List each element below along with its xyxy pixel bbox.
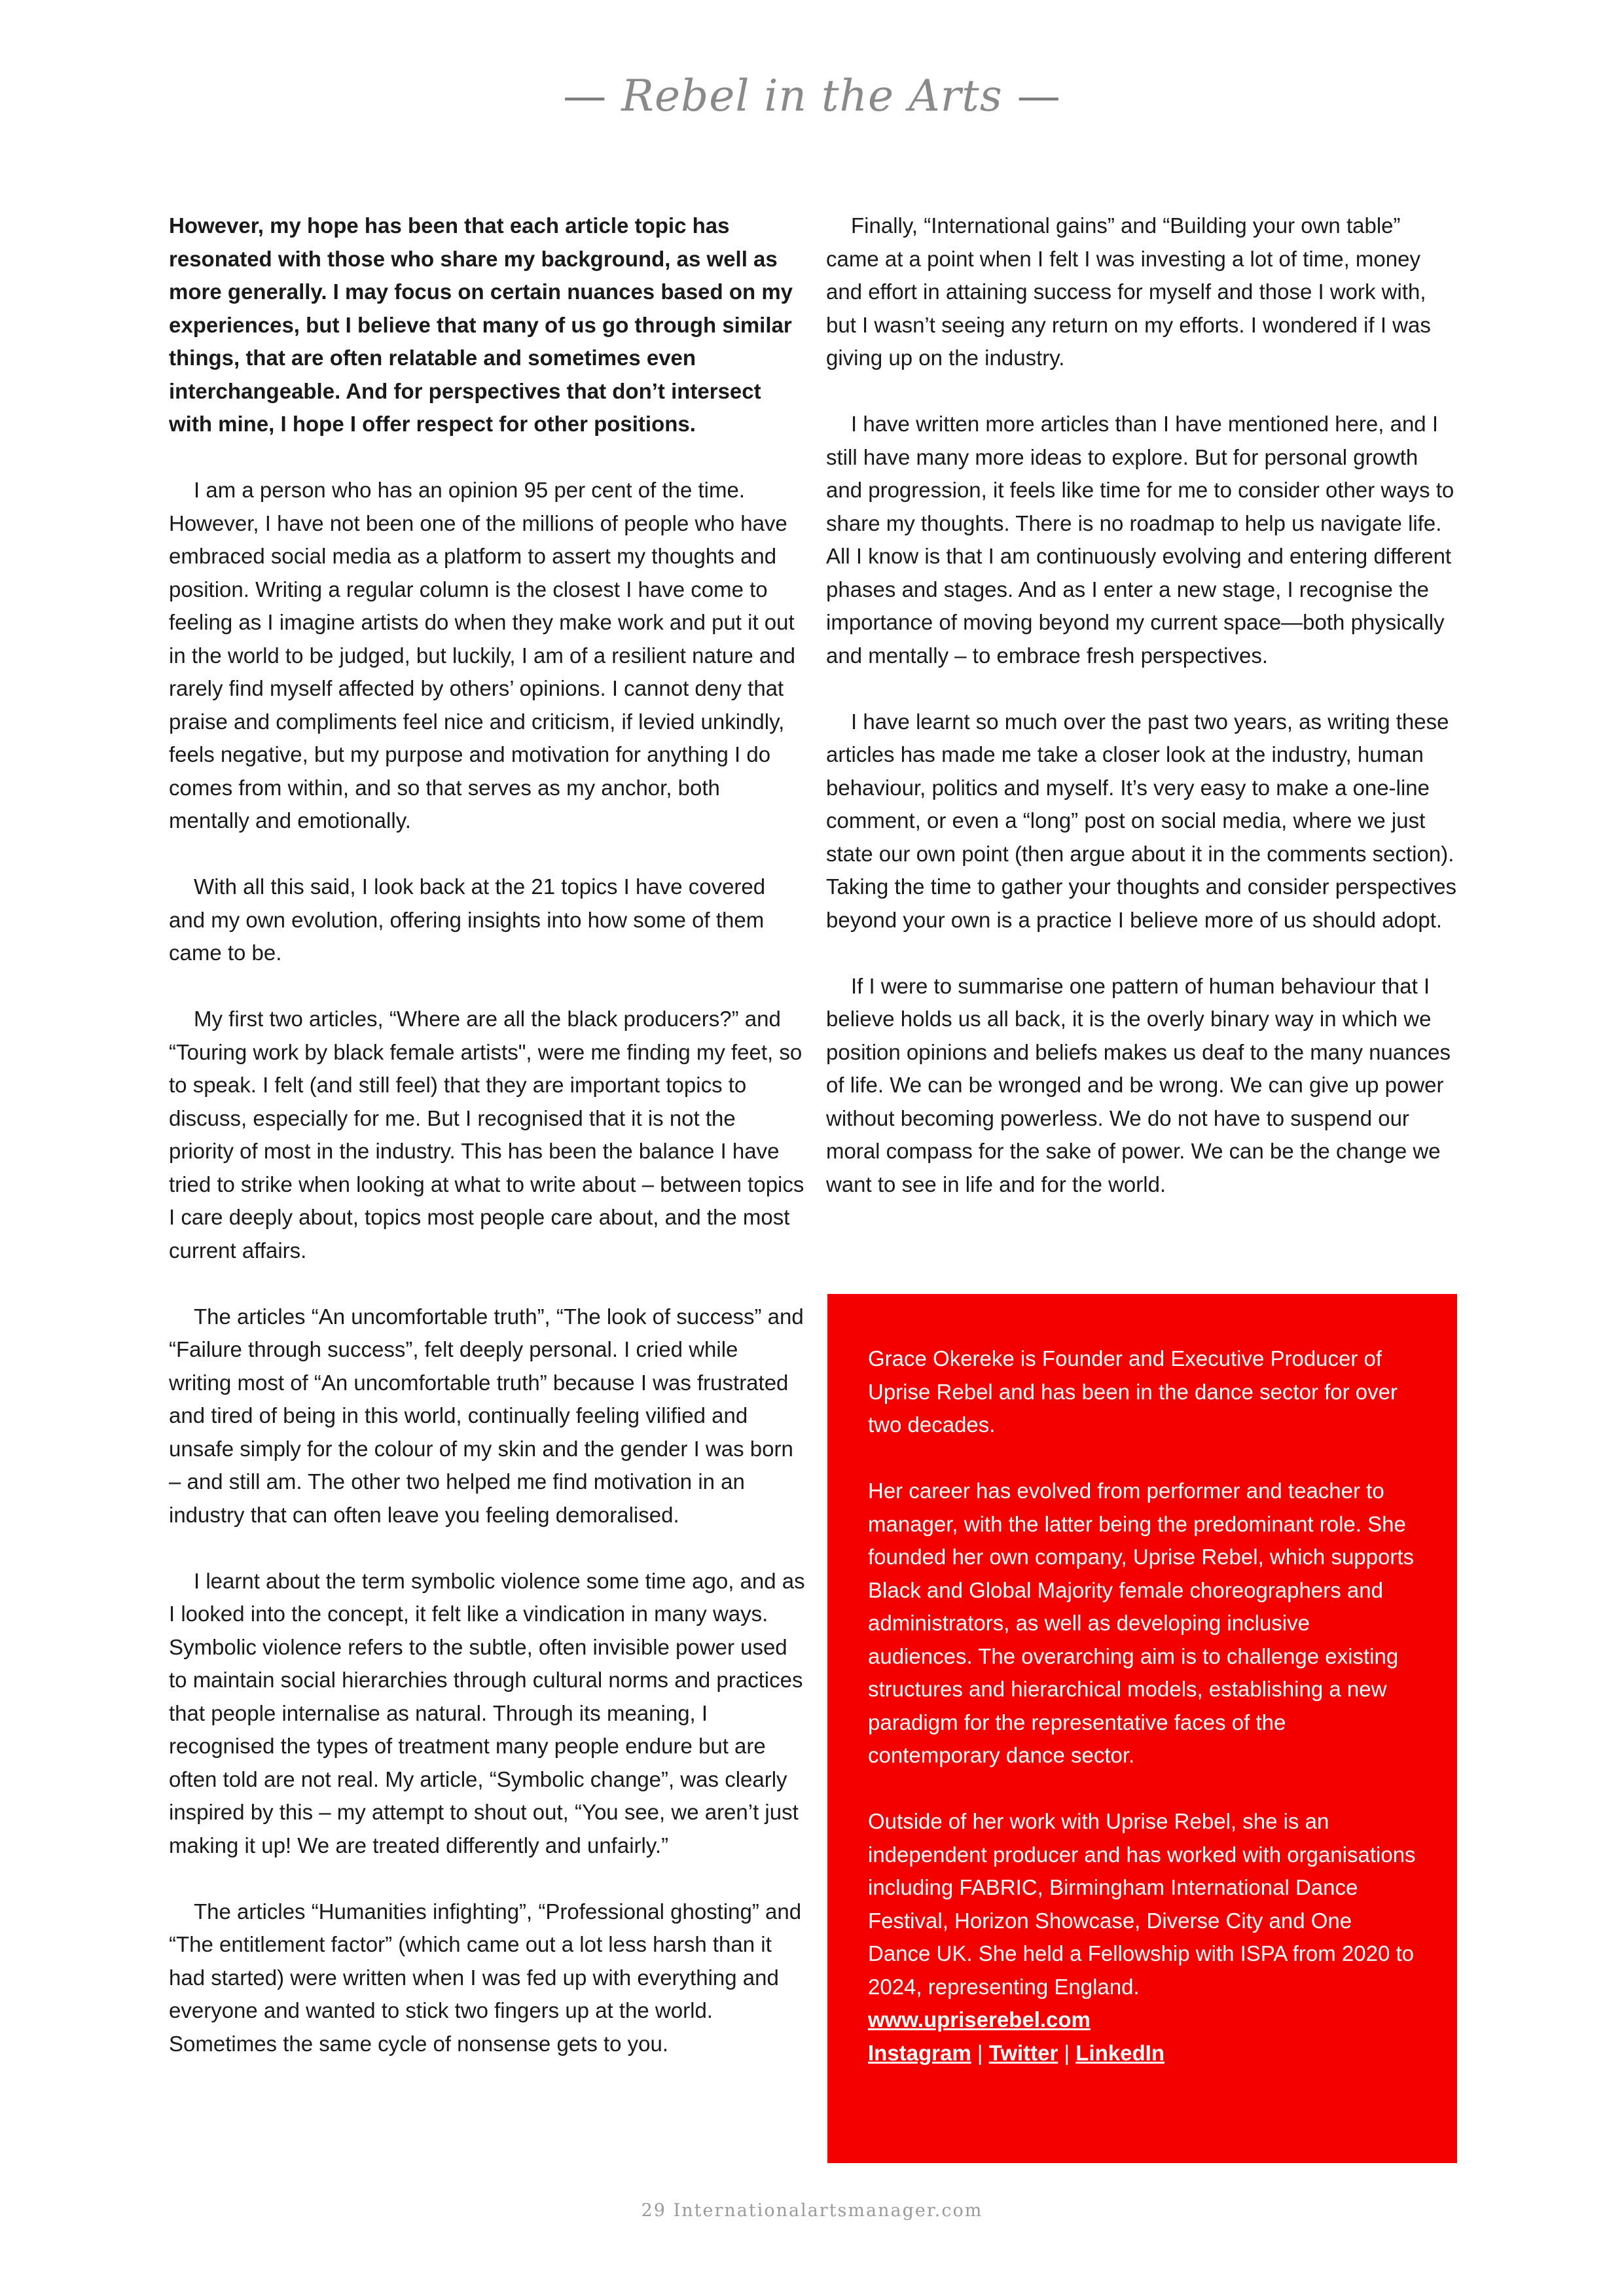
bio-paragraph: Outside of her work with Uprise Rebel, she is an independent producer and has worked with organisations including FABRIC, Birmingham International Dance Festival, Horizon Showcase, Diverse City and One Dance UK. She held a Fellowship with ISPA from 2020 to 2024, representing England.	[868, 1809, 1416, 1999]
right-column	[826, 209, 1458, 1234]
footer-site: Internationalartsmanager.com	[673, 2200, 983, 2221]
intro-paragraph: However, my hope has been that each article topic has resonated with those who share my background, as well as more generally. I may focus on certain nuances based on my experiences, but I believe that many of us go through similar things, that are often relatable and sometimes even interchangeable. And for perspectives that don’t intersect with mine, I hope I offer respect for other positions.	[169, 213, 793, 436]
body-paragraph: I have learnt so much over the past two years, as writing these articles has made me take a closer look at the industry, human behaviour, politics and myself. It’s very easy to make a one-line comment, or even a “long” post on social media, where we just state our own point (then argue about it in the comments section). Taking the time to gather your thoughts and consider perspectives beyond your own is a practice I believe more of us should adopt.	[826, 709, 1457, 932]
website-link[interactable]: www.upriserebel.com	[868, 2007, 1091, 2032]
body-paragraph: The articles “Humanities infighting”, “Professional ghosting” and “The entitlement factor” (which came out a lot less harsh than it had started) were written when I was fed up with everything and everyone and wanted to stick two fingers up at the world. Sometimes the same cycle of nonsense gets to you.	[169, 1899, 802, 2056]
page-header	[0, 71, 1624, 121]
page-footer	[0, 2200, 1624, 2221]
body-paragraph: The articles “An uncomfortable truth”, “The look of success” and “Failure through success”, felt deeply personal. I cried while writing most of “An uncomfortable truth” because I was frustrated and tired of being in this world, continually feeling vilified and unsafe simply for the colour of my skin and the gender I was born – and still am. The other two helped me find motivation in an industry that can often leave you feeling demoralised.	[169, 1304, 804, 1527]
page-number: 29	[641, 2200, 666, 2221]
body-paragraph: If I were to summarise one pattern of human behaviour that I believe holds us all back, it is the overly binary way in which we position opinions and beliefs makes us deaf to the many nuances of life. We can be wronged and be wrong. We can give up power without becoming powerless. We do not have to suspend our moral compass for the sake of power. We can be the change we want to see in life and for the world.	[826, 973, 1451, 1196]
header-dash-left: —	[563, 71, 607, 121]
website-line	[868, 2003, 1418, 2037]
twitter-link[interactable]: Twitter	[988, 2040, 1058, 2065]
author-bio-box	[827, 1294, 1457, 2163]
body-paragraph: Finally, “International gains” and “Building your own table” came at a point when I felt I was investing a lot of time, money and effort in attaining success for myself and those I work with, but I wasn’t seeing any return on my efforts. I wondered if I was giving up on the industry.	[826, 213, 1431, 370]
section-title: Rebel in the Arts	[621, 71, 1003, 121]
body-paragraph: With all this said, I look back at the 21 topics I have covered and my own evolution, offering insights into how some of them came to be.	[169, 874, 766, 965]
body-paragraph: I learnt about the term symbolic violence some time ago, and as I looked into the concept, it felt like a vindication in many ways. Symbolic violence refers to the subtle, often invisible power used to maintain social hierarchies through cultural norms and practices that people internalise as natural. Through its meaning, I recognised the types of treatment many people endure but are often told are not real. My article, “Symbolic change”, was clearly inspired by this – my attempt to shout out, “You see, we aren’t just making it up! We are treated differently and unfairly.”	[169, 1568, 805, 1857]
left-column	[169, 209, 805, 2094]
link-separator: |	[977, 2040, 983, 2065]
social-links	[868, 2037, 1418, 2070]
header-dash-right: —	[1017, 71, 1061, 121]
linkedin-link[interactable]: LinkedIn	[1075, 2040, 1164, 2065]
bio-paragraph: Grace Okereke is Founder and Executive Producer of Uprise Rebel and has been in the dance sector for over two decades.	[868, 1346, 1398, 1437]
link-separator: |	[1064, 2040, 1070, 2065]
instagram-link[interactable]: Instagram	[868, 2040, 971, 2065]
body-paragraph: I am a person who has an opinion 95 per cent of the time. However, I have not been one of the millions of people who have embraced social media as a platform to assert my thoughts and position. Writing a regular column is the closest I have come to feeling as I imagine artists do when they make work and put it out in the world to be judged, but luckily, I am of a resilient nature and rarely find myself affected by others’ opinions. I cannot deny that praise and compliments feel nice and criticism, if levied unkindly, feels negative, but my purpose and motivation for anything I do comes from within, and so that serves as my anchor, both mentally and emotionally.	[169, 478, 795, 833]
body-paragraph: My first two articles, “Where are all the black producers?” and “Touring work by black female artists", were me finding my feet, so to speak. I felt (and still feel) that they are important topics to discuss, especially for me. But I recognised that it is not the priority of most in the industry. This has been the balance I have tried to strike when looking at what to write about – between topics I care deeply about, topics most people care about, and the most current affairs.	[169, 1007, 804, 1263]
body-paragraph: I have written more articles than I have mentioned here, and I still have many more ideas to explore. But for personal growth and progression, it feels like time for me to consider other ways to share my thoughts. There is no roadmap to help us navigate life. All I know is that I am continuously evolving and entering different phases and stages. And as I enter a new stage, I recognise the importance of moving beyond my current space—both physically and mentally – to embrace fresh perspectives.	[826, 412, 1454, 668]
bio-paragraph: Her career has evolved from performer and teacher to manager, with the latter being the predominant role. She founded her own company, Uprise Rebel, which supports Black and Global Majority female choreographers and administrators, as well as developing inclusive audiences. The overarching aim is to challenge existing structures and hierarchical models, establishing a new paradigm for the representative faces of the contemporary dance sector.	[868, 1479, 1415, 1767]
